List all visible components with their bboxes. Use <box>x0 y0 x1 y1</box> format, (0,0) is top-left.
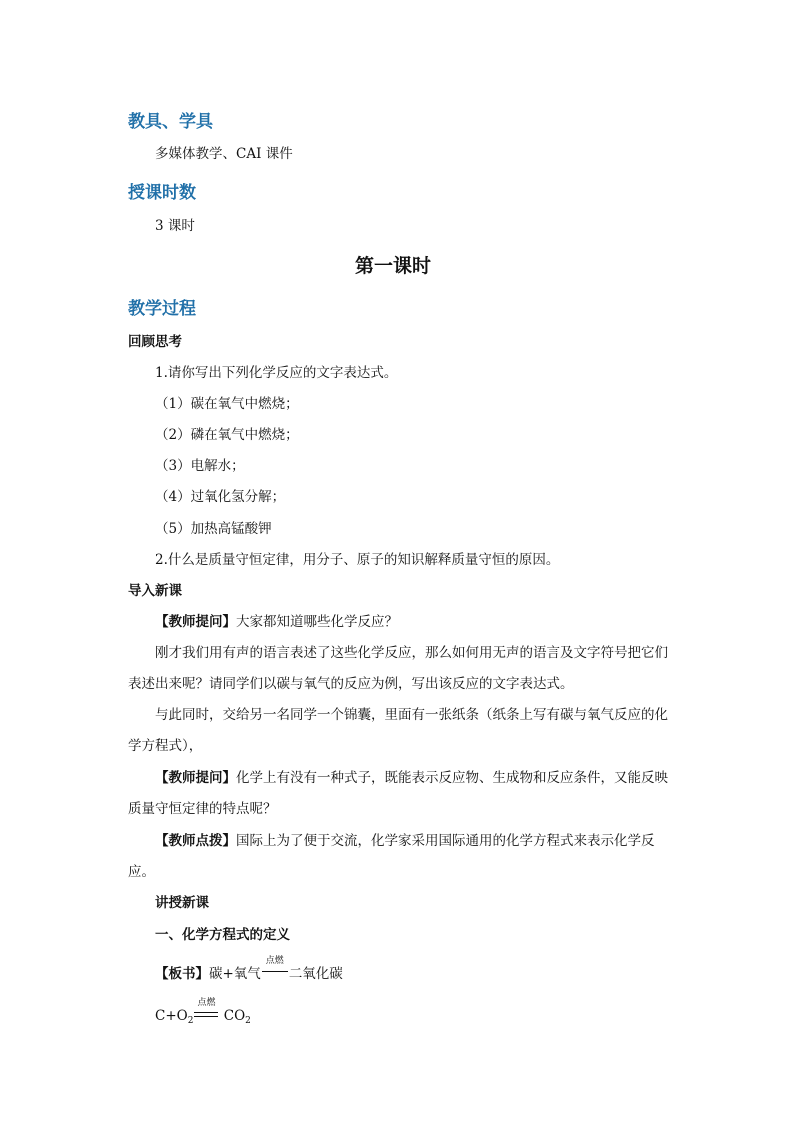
intro-p1-text: 大家都知道哪些化学反应？ <box>236 614 398 630</box>
equation-condition: 点燃 <box>197 998 216 1008</box>
intro-p4-text: 化学上有没有一种式子，既能表示反应物、生成物和反应条件，又能反映质量守恒定律的特点呢？ <box>128 770 668 817</box>
review-item-5: （5）加热高锰酸钾 <box>155 521 272 537</box>
subscript-co2: 2 <box>245 1016 251 1026</box>
review-item-3: （3）电解水； <box>155 458 245 474</box>
intro-paragraph-1 <box>128 607 676 638</box>
equation-reactants: C+O <box>155 1008 188 1024</box>
word-reactants: 碳+氧气 <box>209 966 261 982</box>
hours-text: 3 课时 <box>155 218 195 234</box>
teacher-question-tag: 【教师提问】 <box>155 614 236 630</box>
tools-heading: 教具、学具 <box>128 112 213 132</box>
new-lesson-heading: 讲授新课 <box>155 895 209 911</box>
review-q1: 1.请你写出下列化学反应的文字表达式。 <box>155 365 398 381</box>
review-item-2: （2）磷在氧气中燃烧； <box>155 427 299 443</box>
equals-sign <box>193 998 219 1026</box>
hours-heading: 授课时数 <box>128 183 196 203</box>
review-q2: 2.什么是质量守恒定律，用分子、原子的知识解释质量守恒的原因。 <box>155 552 560 568</box>
intro-p5-text: 国际上为了便于交流，化学家采用国际通用的化学方程式来表示化学反应。 <box>128 833 655 880</box>
teacher-guidance-tag: 【教师点拨】 <box>155 833 236 849</box>
review-item-4: （4）过氧化氢分解； <box>155 489 286 505</box>
intro-paragraph-4 <box>128 763 676 825</box>
review-heading: 回顾思考 <box>128 334 182 350</box>
board-tag: 【板书】 <box>155 966 209 982</box>
tools-text: 多媒体教学、CAI 课件 <box>155 146 293 162</box>
equation-product: CO <box>223 1008 246 1024</box>
reaction-arrow <box>261 956 289 984</box>
board-word-equation <box>155 956 343 984</box>
subscript-o2: 2 <box>187 1016 194 1026</box>
intro-paragraph-3: 与此同时，交给另一名同学一个锦囊，里面有一张纸条（纸条上写有碳与氧气反应的化学方程式）， <box>128 707 668 754</box>
lesson-title: 第一课时 <box>355 255 432 277</box>
ignite-condition: 点燃 <box>265 956 284 966</box>
word-product: 二氧化碳 <box>288 966 343 982</box>
review-item-1: （1）碳在氧气中燃烧； <box>155 396 299 412</box>
intro-paragraph-2: 刚才我们用有声的语言表述了这些化学反应，那么如何用无声的语言及文字符号把它们表述出来呢？请同学们以碳与氧气的反应为例，写出该反应的文字表达式。 <box>128 645 668 692</box>
definition-heading: 一、化学方程式的定义 <box>155 927 290 943</box>
chemical-equation <box>155 998 251 1031</box>
process-heading: 教学过程 <box>128 299 196 319</box>
teacher-question-tag: 【教师提问】 <box>155 770 236 786</box>
intro-heading: 导入新课 <box>128 583 182 599</box>
intro-paragraph-5 <box>128 826 676 888</box>
